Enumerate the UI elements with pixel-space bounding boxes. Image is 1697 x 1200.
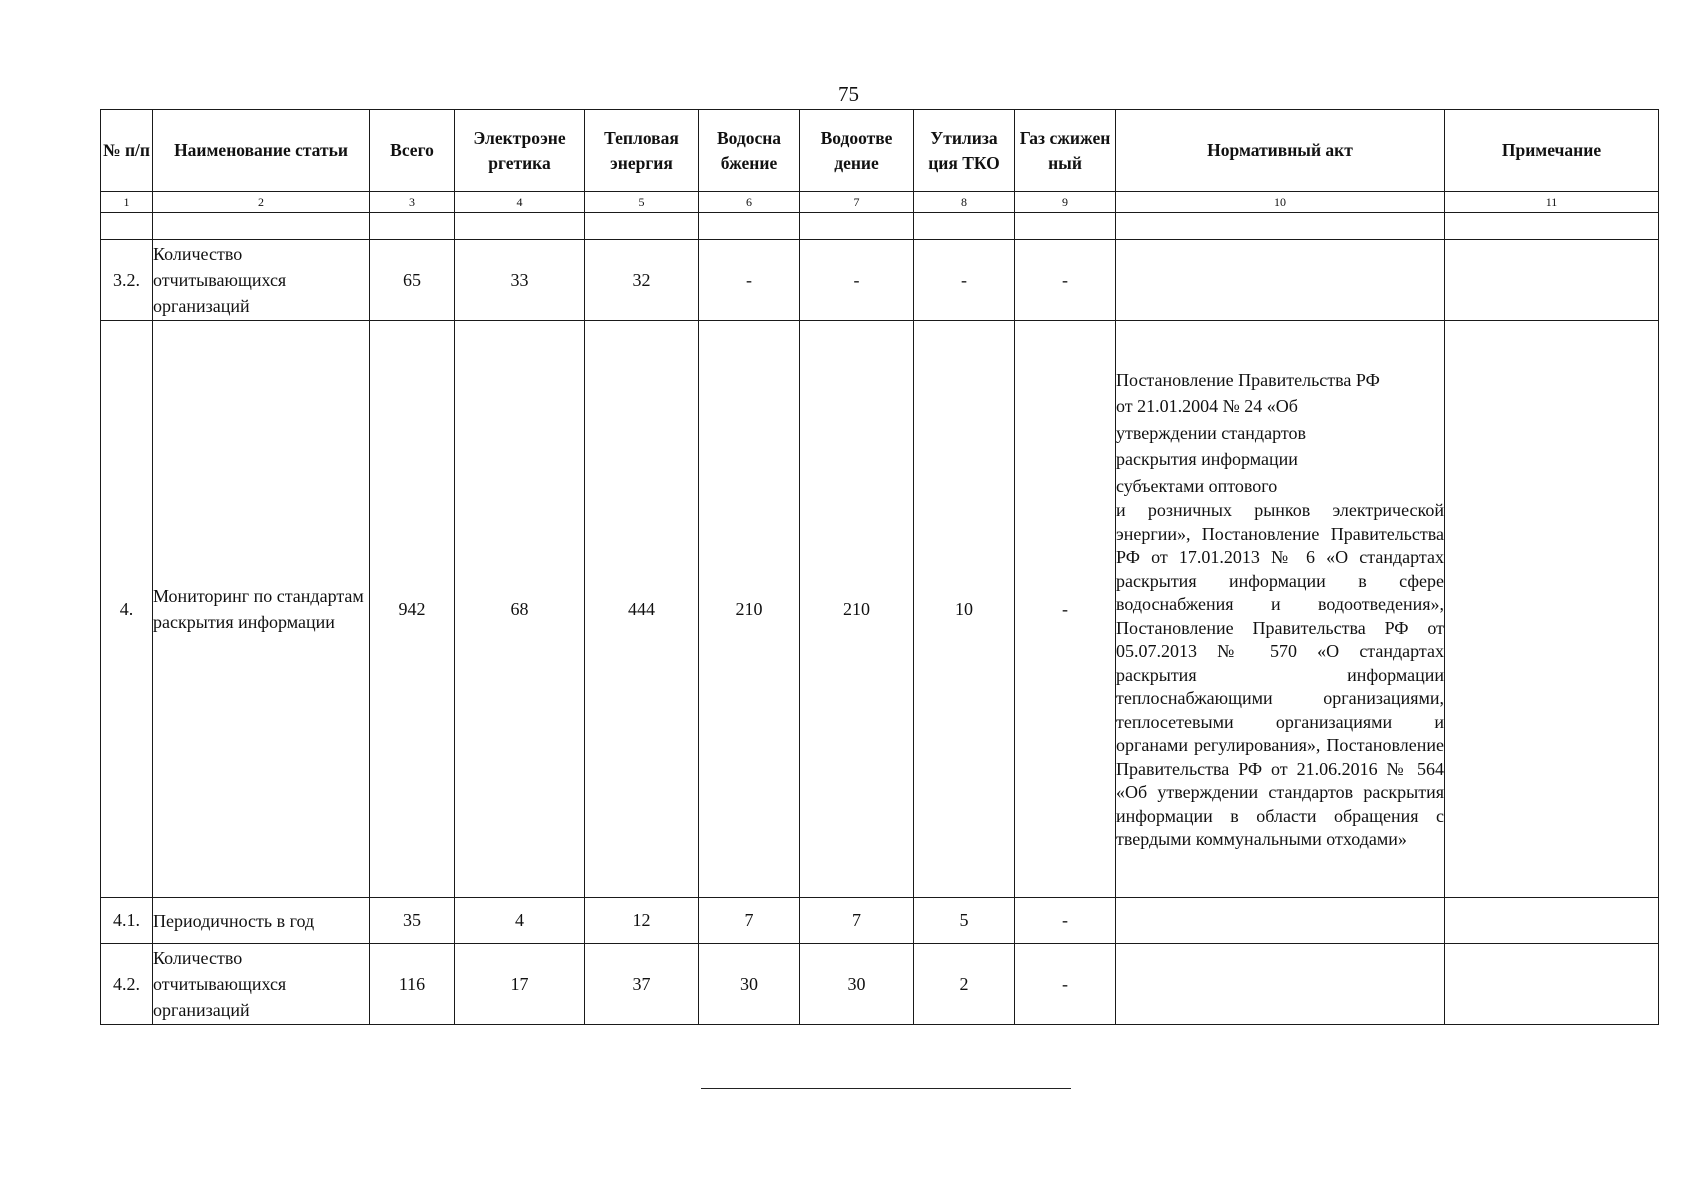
header-item-name: Наименование статьи xyxy=(153,110,370,192)
column-number: 7 xyxy=(800,192,914,213)
empty-cell xyxy=(1445,213,1659,240)
column-number: 2 xyxy=(153,192,370,213)
column-number: 3 xyxy=(370,192,455,213)
header-note: Примечание xyxy=(1445,110,1659,192)
cell-water-disposal: - xyxy=(800,240,914,321)
footer-divider xyxy=(701,1088,1071,1089)
cell-tko: 10 xyxy=(914,321,1015,898)
column-number: 10 xyxy=(1116,192,1445,213)
table-header-row xyxy=(101,110,1659,192)
column-number: 9 xyxy=(1015,192,1116,213)
header-water-disposal: Водоотве дение xyxy=(800,110,914,192)
header-normative-act: Нормативный акт xyxy=(1116,110,1445,192)
table-row xyxy=(101,321,1659,898)
column-number: 1 xyxy=(101,192,153,213)
act-line: утверждении стандартов xyxy=(1116,422,1306,443)
cell-note xyxy=(1445,898,1659,944)
table-row xyxy=(101,240,1659,321)
cell-normative-act xyxy=(1116,944,1445,1025)
cell-note xyxy=(1445,944,1659,1025)
empty-row xyxy=(101,213,1659,240)
empty-cell xyxy=(153,213,370,240)
column-number: 11 xyxy=(1445,192,1659,213)
cell-electricity: 68 xyxy=(455,321,585,898)
cell-tko: 2 xyxy=(914,944,1015,1025)
header-total: Всего xyxy=(370,110,455,192)
cell-gas: - xyxy=(1015,944,1116,1025)
column-number: 8 xyxy=(914,192,1015,213)
header-heat: Тепловая энергия xyxy=(585,110,699,192)
header-tko: Утилиза ция ТКО xyxy=(914,110,1015,192)
empty-cell xyxy=(370,213,455,240)
act-line: Постановление Правительства РФ xyxy=(1116,369,1380,390)
act-text: и розничных рынков электрической энергии», Постановление Правительства РФ от 17.01.2013 № 6 «О стандартах раскрытия информации в сфере водоснабжения и водоотведения», Постановление Правительства РФ от 05.07.2013 № 570 «О стандартах раскрытия информации теплоснабжающими организациями, теплосетевыми организациями и органами регулирования», Постановление Правительства РФ от 21.06.2016 № 564 «Об утверждении стандартов раскрытия информации в области обращения с твердыми коммунальными отходами» xyxy=(1116,500,1444,849)
cell-tko: 5 xyxy=(914,898,1015,944)
empty-cell xyxy=(1116,213,1445,240)
cell-normative-act xyxy=(1116,898,1445,944)
header-gas: Газ сжижен ный xyxy=(1015,110,1116,192)
cell-total: 65 xyxy=(370,240,455,321)
cell-total: 942 xyxy=(370,321,455,898)
column-number: 5 xyxy=(585,192,699,213)
page-number: 75 xyxy=(838,82,859,106)
column-number-row xyxy=(101,192,1659,213)
empty-cell xyxy=(455,213,585,240)
cell-note xyxy=(1445,240,1659,321)
cell-water-disposal: 210 xyxy=(800,321,914,898)
cell-water-supply: 210 xyxy=(699,321,800,898)
act-line: от 21.01.2004 № 24 «Об xyxy=(1116,396,1298,416)
cell-electricity: 33 xyxy=(455,240,585,321)
row-name: Мониторинг по стандартам раскрытия информации xyxy=(153,321,370,898)
row-number: 3.2. xyxy=(101,240,153,321)
cell-water-disposal: 7 xyxy=(800,898,914,944)
cell-water-supply: 7 xyxy=(699,898,800,944)
act-line: субъектами оптового xyxy=(1116,475,1278,496)
cell-water-supply: 30 xyxy=(699,944,800,1025)
empty-cell xyxy=(699,213,800,240)
row-name: Количество отчитывающихся организаций xyxy=(153,240,370,321)
cell-normative-act xyxy=(1116,321,1445,898)
header-number: № п/п xyxy=(101,110,153,192)
cell-water-disposal: 30 xyxy=(800,944,914,1025)
empty-cell xyxy=(914,213,1015,240)
table-row xyxy=(101,944,1659,1025)
row-name: Количество отчитывающихся организаций xyxy=(153,944,370,1025)
cell-note xyxy=(1445,321,1659,898)
header-electricity: Электроэне ргетика xyxy=(455,110,585,192)
cell-heat: 37 xyxy=(585,944,699,1025)
cell-tko: - xyxy=(914,240,1015,321)
cell-total: 116 xyxy=(370,944,455,1025)
header-water-supply: Водосна бжение xyxy=(699,110,800,192)
cell-electricity: 17 xyxy=(455,944,585,1025)
column-number: 6 xyxy=(699,192,800,213)
row-number: 4. xyxy=(101,321,153,898)
table-row xyxy=(101,898,1659,944)
cell-heat: 12 xyxy=(585,898,699,944)
cell-gas: - xyxy=(1015,898,1116,944)
cell-electricity: 4 xyxy=(455,898,585,944)
row-number: 4.1. xyxy=(101,898,153,944)
empty-cell xyxy=(1015,213,1116,240)
empty-cell xyxy=(585,213,699,240)
act-line: раскрытия информации xyxy=(1116,449,1298,469)
cell-normative-act xyxy=(1116,240,1445,321)
data-table xyxy=(100,109,1659,1025)
row-name: Периодичность в год xyxy=(153,898,370,944)
cell-water-supply: - xyxy=(699,240,800,321)
cell-heat: 444 xyxy=(585,321,699,898)
cell-gas: - xyxy=(1015,240,1116,321)
empty-cell xyxy=(800,213,914,240)
cell-total: 35 xyxy=(370,898,455,944)
cell-heat: 32 xyxy=(585,240,699,321)
column-number: 4 xyxy=(455,192,585,213)
cell-gas: - xyxy=(1015,321,1116,898)
row-number: 4.2. xyxy=(101,944,153,1025)
empty-cell xyxy=(101,213,153,240)
